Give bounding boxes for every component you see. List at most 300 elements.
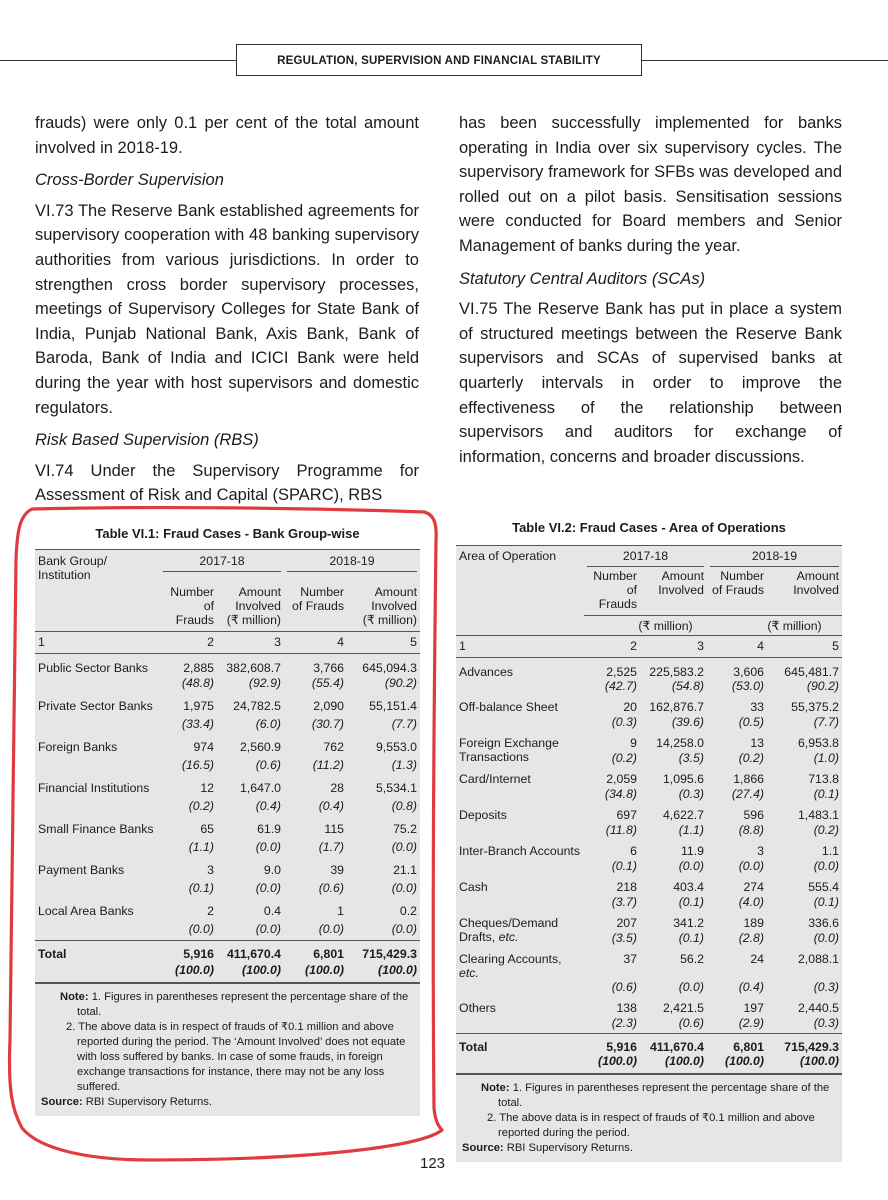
- table-vi-2-grid: [456, 545, 842, 1074]
- page-number: 123: [420, 1155, 446, 1172]
- t1-row-share: [35, 799, 420, 818]
- t2-row-name: Off-balance Sheet: [459, 700, 558, 714]
- t2-source: RBI Supervisory Returns.: [506, 1142, 633, 1154]
- t2-share: (90.2): [806, 679, 839, 693]
- t2-note-label: Note:: [481, 1082, 510, 1094]
- table-vi-1-grid: [35, 549, 420, 983]
- t2-value: 555.4: [808, 880, 839, 894]
- t2-value: 411,670.4: [640, 1034, 707, 1055]
- t1-row-share-spacer: [35, 758, 160, 777]
- t2-row: [456, 876, 842, 895]
- t1-h-num-a-1: Number: [170, 585, 214, 599]
- t1-source-label: Source:: [41, 1095, 83, 1108]
- t1-source: RBI Supervisory Returns.: [85, 1095, 212, 1108]
- t1-share: (33.4): [181, 716, 214, 731]
- t2-row-name: Advances: [459, 665, 514, 679]
- t1-header-group-line2: Institution: [38, 568, 91, 582]
- t2-row-share: [456, 823, 842, 840]
- t2-row: [456, 696, 842, 715]
- t1-value: 715,429.3: [347, 941, 420, 963]
- t2-value: 1,095.6: [662, 772, 704, 786]
- t2-share: (27.4): [731, 787, 764, 801]
- t2-share: (0.5): [738, 715, 764, 729]
- t1-row-share-spacer: [35, 840, 160, 859]
- t2-value: 33: [750, 700, 764, 714]
- t1-share: (55.4): [311, 675, 344, 690]
- t2-share: (0.4): [738, 980, 764, 994]
- t2-row-share: [456, 859, 842, 876]
- t2-row-share: [456, 679, 842, 696]
- t2-value: 274: [743, 880, 764, 894]
- t2-source-label: Source:: [462, 1142, 504, 1154]
- t1-share: (100.0): [217, 963, 284, 983]
- t1-share: (1.7): [318, 839, 344, 854]
- t2-row: [456, 768, 842, 787]
- t1-row-share: [35, 758, 420, 777]
- t1-h-num-b-2: of Frauds: [292, 599, 344, 613]
- t1-share: (1.1): [188, 839, 214, 854]
- t2-share: (7.7): [813, 715, 839, 729]
- t1-value: 382,608.7: [226, 661, 281, 675]
- t2-value: 336.6: [808, 916, 839, 930]
- t2-value: 20: [623, 700, 637, 714]
- t1-share: (0.4): [318, 798, 344, 813]
- t2-share: (0.2): [738, 751, 764, 765]
- t1-row: [35, 900, 420, 922]
- t1-row-name: Private Sector Banks: [38, 698, 153, 713]
- t1-value: 3: [207, 862, 214, 877]
- t2-row-name: Cash: [459, 880, 488, 894]
- t2-value: 341.2: [673, 916, 704, 930]
- heading-statutory-central-auditors: Statutory Central Auditors (SCAs): [459, 269, 706, 288]
- paragraph-vi-74: VI.74 Under the Supervisory Programme for Assessment of Risk and Capital (SPARC), RBS: [35, 461, 419, 505]
- t1-value: 21.1: [393, 862, 417, 877]
- t1-row-name: Public Sector Banks: [38, 661, 149, 675]
- t1-share: (0.2): [188, 798, 214, 813]
- t2-share: (3.7): [611, 895, 637, 909]
- t2-share: (0.2): [611, 751, 637, 765]
- t2-share: (11.8): [605, 823, 637, 837]
- t2-row-share-spacer: [456, 859, 584, 876]
- t1-share: (0.6): [318, 880, 344, 895]
- t2-share: (3.5): [678, 751, 704, 765]
- t2-h-amt-a: [640, 567, 707, 611]
- t2-share: (8.8): [738, 823, 764, 837]
- t2-colnum: 2: [584, 636, 640, 658]
- t2-year1-label: 2017-18: [587, 549, 704, 567]
- t1-h-amt-b: [347, 582, 420, 632]
- t1-note-label: Note:: [60, 990, 89, 1003]
- t1-row-share-spacer: [35, 717, 160, 736]
- t1-value: 61.9: [257, 821, 281, 836]
- t2-share: (39.6): [671, 715, 704, 729]
- t1-colnum: 2: [160, 632, 217, 654]
- t2-share: (0.3): [678, 787, 704, 801]
- t1-row-share: [35, 676, 420, 695]
- t1-share: (0.0): [188, 921, 214, 936]
- t2-row-name: [456, 912, 584, 948]
- t1-note-2: 2. The above data is in respect of frauds of ₹0.1 million and above reported during the period. The ‘Amount Involved’ does not equate with loss suffered by banks. In case of some frauds, in foreign exchange transactions for instance, there may not be any loss suffered.: [66, 1020, 406, 1093]
- t1-value: 0.4: [263, 903, 281, 918]
- t1-row: [35, 941, 420, 963]
- t2-value: 645,481.7: [784, 665, 839, 679]
- t2-share: (0.1): [678, 931, 704, 945]
- t2-row-name-line1: Foreign Exchange: [459, 736, 559, 750]
- t2-row-name: Card/Internet: [459, 772, 531, 786]
- t1-h-num-b-1: Number: [300, 585, 344, 599]
- t2-colnum: 1: [456, 636, 584, 658]
- t2-h-amt-b: [767, 567, 842, 611]
- t2-value: 713.8: [808, 772, 839, 786]
- table-vi-2-title: Table VI.2: Fraud Cases - Area of Operations: [512, 520, 786, 535]
- t1-row-share: [35, 963, 420, 983]
- t2-value: 14,258.0: [656, 736, 704, 750]
- t1-value: 115: [324, 821, 344, 836]
- t2-row-name-etc: etc.: [459, 966, 479, 980]
- t2-h-amt-b-1: Amount: [796, 569, 839, 583]
- t2-share: (0.0): [813, 931, 839, 945]
- t2-row-name: Deposits: [459, 808, 507, 822]
- t2-row-name: Total: [456, 1034, 584, 1055]
- t2-value: 55,375.2: [791, 700, 839, 714]
- t2-row-share-spacer: [456, 823, 584, 840]
- t2-row-share: [456, 895, 842, 912]
- t1-share: (11.2): [312, 757, 344, 772]
- t2-value: 2,421.5: [662, 1001, 704, 1015]
- t1-row-share-spacer: [35, 922, 160, 941]
- t2-row-share-spacer: [456, 715, 584, 732]
- left-column: [35, 111, 419, 512]
- t2-row: [456, 804, 842, 823]
- t2-h-amt-a-2: Involved: [658, 583, 704, 597]
- t1-value: 2: [207, 903, 214, 918]
- t1-share: (0.8): [391, 798, 417, 813]
- t1-value: 1,975: [183, 698, 214, 713]
- t2-value: 697: [616, 808, 637, 822]
- t2-h-amt-a-1: Amount: [661, 569, 704, 583]
- t2-row-name-line2: Transactions: [459, 750, 529, 764]
- t1-value: 75.2: [393, 821, 417, 836]
- t1-value: 645,094.3: [362, 661, 417, 675]
- t1-value: 55,151.4: [369, 698, 417, 713]
- t2-value: 2,440.5: [797, 1001, 839, 1015]
- t1-share: (48.8): [181, 675, 214, 690]
- t2-share: (0.0): [813, 859, 839, 873]
- t2-row-share-spacer: [456, 895, 584, 912]
- t2-row: [456, 948, 842, 980]
- t2-year2: [707, 546, 842, 568]
- t1-h-amt-a: [217, 582, 284, 632]
- t2-row-name-line1: Cheques/Demand: [459, 916, 559, 930]
- t2-value: 2,525: [606, 665, 637, 679]
- t2-row: [456, 1034, 842, 1055]
- t2-year2-label: 2018-19: [710, 549, 839, 567]
- t1-h-amt-a-1: Amount: [238, 585, 281, 599]
- t2-value: 715,429.3: [767, 1034, 842, 1055]
- t2-value: 189: [743, 916, 764, 930]
- running-header: [236, 44, 642, 76]
- t2-value: 3,606: [733, 665, 764, 679]
- t2-row-share: [456, 1054, 842, 1074]
- t1-value: 2,090: [313, 698, 344, 713]
- t2-share: (0.6): [678, 1016, 704, 1030]
- t1-value: 65: [200, 821, 214, 836]
- t2-note-2: 2. The above data is in respect of frauds of ₹0.1 million and above reported during the period.: [487, 1112, 815, 1139]
- t1-row: [35, 818, 420, 840]
- t1-h-num-a: [160, 582, 217, 632]
- t2-h-num-a-1: Number: [593, 569, 637, 583]
- t1-value: 28: [330, 780, 344, 795]
- t1-row-name: Total: [35, 941, 160, 963]
- t1-share: (100.0): [347, 963, 420, 983]
- t1-share: (0.0): [255, 880, 281, 895]
- t2-row-name: Inter-Branch Accounts: [459, 844, 580, 858]
- t2-colnum: 5: [767, 636, 842, 658]
- t2-note-1: 1. Figures in parentheses represent the percentage share of the total.: [498, 1082, 830, 1109]
- t1-row-share: [35, 881, 420, 900]
- table-vi-2-body: [456, 658, 842, 1074]
- t1-row: [35, 695, 420, 717]
- t1-row-share: [35, 922, 420, 941]
- t2-share: (53.0): [731, 679, 764, 693]
- t1-value: 9.0: [263, 862, 281, 877]
- table-vi-1-title: Table VI.1: Fraud Cases - Bank Group-wise: [95, 526, 360, 541]
- t1-share: (0.6): [255, 757, 281, 772]
- t1-share: (0.4): [255, 798, 281, 813]
- t2-value: 2,088.1: [797, 952, 839, 966]
- t1-share: (100.0): [160, 963, 217, 983]
- t2-value: 162,876.7: [649, 700, 704, 714]
- t2-value: 197: [743, 1001, 764, 1015]
- t1-share: (100.0): [284, 963, 347, 983]
- t2-share: (0.2): [813, 823, 839, 837]
- t2-value: 1,866: [733, 772, 764, 786]
- t2-share: (0.0): [678, 980, 704, 994]
- t1-row-name: Payment Banks: [38, 862, 125, 877]
- t2-value: 24: [750, 952, 764, 966]
- t2-share: (42.7): [604, 679, 637, 693]
- table-vi-1-panel: [35, 549, 420, 1116]
- t1-colnum: 5: [347, 632, 420, 654]
- t1-row-share-spacer: [35, 881, 160, 900]
- t1-row: [35, 859, 420, 881]
- t2-value: 1.1: [821, 844, 839, 858]
- t2-row-share-spacer: [456, 1054, 584, 1074]
- t2-share: (0.1): [813, 787, 839, 801]
- t1-row-name: Financial Institutions: [38, 780, 150, 795]
- t1-value: 411,670.4: [217, 941, 284, 963]
- t2-row-share-spacer: [456, 679, 584, 696]
- t1-row: [35, 654, 420, 676]
- t2-share: (0.1): [678, 895, 704, 909]
- t1-h-amt-a-2: Involved: [235, 599, 281, 613]
- t2-row-share: [456, 980, 842, 997]
- table-vi-1-notes: [35, 983, 420, 1116]
- t2-share: (0.3): [813, 1016, 839, 1030]
- t1-share: (0.0): [255, 921, 281, 936]
- t1-colnum: 1: [35, 632, 160, 654]
- t1-value: 762: [323, 739, 344, 754]
- t1-share: (0.0): [255, 839, 281, 854]
- t2-share: (54.8): [671, 679, 704, 693]
- header-rule-left: [0, 60, 236, 61]
- t1-h-amt-b-3: (₹ million): [362, 613, 417, 627]
- heading-risk-based-supervision: Risk Based Supervision (RBS): [35, 431, 259, 450]
- heading-cross-border-supervision: Cross-Border Supervision: [35, 171, 224, 190]
- t1-share: (0.0): [391, 880, 417, 895]
- t2-value: 3: [757, 844, 764, 858]
- t2-row-share: [456, 715, 842, 732]
- t2-share: (4.0): [738, 895, 764, 909]
- t2-h-num-a-2: of Frauds: [598, 583, 637, 611]
- t2-row: [456, 658, 842, 680]
- t2-share: (100.0): [707, 1054, 767, 1074]
- t1-colnum: 3: [217, 632, 284, 654]
- t2-share: (0.3): [611, 715, 637, 729]
- t2-share: (100.0): [767, 1054, 842, 1074]
- t2-value: 11.9: [680, 844, 704, 858]
- t1-row-share: [35, 717, 420, 736]
- t1-value: 974: [193, 739, 214, 754]
- t1-h-num-a-2: of Frauds: [175, 599, 214, 627]
- t1-row: [35, 736, 420, 758]
- t1-year1: [160, 550, 284, 583]
- t2-value: 596: [743, 808, 764, 822]
- t1-year2-label: 2018-19: [287, 554, 417, 572]
- t2-share: (100.0): [584, 1054, 640, 1074]
- t1-h-num-b: [284, 582, 347, 632]
- t2-share: (0.3): [813, 980, 839, 994]
- paragraph-vi-73: VI.73 The Reserve Bank established agreements for supervisory cooperation with 48 banking supervisory authorities from various jurisdictions. In order to strengthen cross border supervisory processes, meetings of Supervisory Colleges for State Bank of India, Punjab National Bank, Axis Bank, Bank of Baroda, Bank of India and ICICI Bank were held during the year with host supervisors and domestic regulators.: [35, 201, 419, 417]
- t1-row-share-spacer: [35, 676, 160, 695]
- t1-value: 3,766: [313, 661, 344, 675]
- t2-value: 207: [616, 916, 637, 930]
- t2-row: [456, 840, 842, 859]
- t2-value: 6,801: [707, 1034, 767, 1055]
- t1-h-amt-a-3: (₹ million): [226, 613, 281, 627]
- t1-year2: [284, 550, 420, 583]
- t1-year1-label: 2017-18: [163, 554, 281, 572]
- t1-share: (16.5): [181, 757, 214, 772]
- t2-h-num-b-1: Number: [720, 569, 764, 583]
- t2-colnum: 3: [640, 636, 707, 658]
- t2-colnum: 4: [707, 636, 767, 658]
- table-vi-1: [35, 526, 420, 1116]
- t2-row: [456, 997, 842, 1016]
- t2-share: (0.0): [738, 859, 764, 873]
- t1-share: (0.0): [318, 921, 344, 936]
- t2-value: 1,483.1: [797, 808, 839, 822]
- t2-share: (0.1): [611, 859, 637, 873]
- t1-value: 24,782.5: [233, 698, 281, 713]
- t1-value: 5,916: [160, 941, 217, 963]
- t2-row-share: [456, 1016, 842, 1034]
- t2-unit-b-label: (₹ million): [707, 615, 842, 633]
- t2-row-name: Clearing Accounts, etc.: [459, 952, 562, 980]
- t2-header-area: Area of Operation: [456, 546, 584, 568]
- t2-year1: [584, 546, 707, 568]
- t1-row-name: Foreign Banks: [38, 739, 118, 754]
- t2-share: (2.8): [738, 931, 764, 945]
- t2-h-num-a: [584, 567, 640, 611]
- t1-share: (7.7): [391, 716, 417, 731]
- t2-value: 138: [616, 1001, 637, 1015]
- table-vi-2: [456, 520, 842, 1162]
- table-vi-2-panel: [456, 545, 842, 1162]
- paragraph-vi-75: VI.75 The Reserve Bank has put in place a system of structured meetings between the Reserve Bank supervisors and SCAs of supervised banks at quarterly intervals in order to improve the effectiveness of the relationship between supervisors and auditors for exchange of information, concerns and broader discussions.: [459, 300, 842, 466]
- t2-value: 6,953.8: [797, 736, 839, 750]
- t1-share: (1.3): [391, 757, 417, 772]
- t1-row: [35, 777, 420, 799]
- t2-row-name-etc: etc.: [498, 930, 519, 944]
- t1-header-group-line1: Bank Group/: [38, 554, 108, 568]
- t2-value: 13: [750, 736, 764, 750]
- t2-value: 2,059: [606, 772, 637, 786]
- t1-value: 39: [330, 862, 344, 877]
- t1-share: (6.0): [255, 716, 281, 731]
- t1-value: 5,534.1: [375, 780, 417, 795]
- t2-value: 225,583.2: [649, 665, 704, 679]
- t2-value: 56.2: [680, 952, 704, 966]
- t1-share: (90.2): [384, 675, 417, 690]
- t2-value: 37: [623, 952, 637, 966]
- t1-value: 2,560.9: [239, 739, 281, 754]
- t2-share: (1.0): [813, 751, 839, 765]
- t1-header-group: [35, 550, 160, 583]
- t1-share: (0.0): [391, 839, 417, 854]
- t2-h-num-b-2: of Frauds: [712, 583, 764, 597]
- t1-share: (92.9): [248, 675, 281, 690]
- table-vi-1-body: [35, 654, 420, 983]
- t2-value: 9: [630, 736, 637, 750]
- t1-value: 9,553.0: [375, 739, 417, 754]
- t2-row-share: [456, 787, 842, 804]
- t1-row-share-spacer: [35, 799, 160, 818]
- t2-share: (1.1): [678, 823, 704, 837]
- header-rule-right: [642, 60, 888, 61]
- t1-value: 0.2: [399, 903, 417, 918]
- t2-value: 4,622.7: [662, 808, 704, 822]
- left-intro-paragraph: frauds) were only 0.1 per cent of the total amount involved in 2018-19.: [35, 114, 419, 157]
- t2-share: (2.9): [738, 1016, 764, 1030]
- t2-value: 6: [630, 844, 637, 858]
- t1-h-amt-b-2: Involved: [371, 599, 417, 613]
- t2-value: 5,916: [584, 1034, 640, 1055]
- t2-share: (0.0): [678, 859, 704, 873]
- t2-row-name: Others: [459, 1001, 496, 1015]
- running-header-title: REGULATION, SUPERVISION AND FINANCIAL STABILITY: [277, 54, 601, 67]
- t1-share: (0.1): [188, 880, 214, 895]
- right-intro-paragraph: has been successfully implemented for banks operating in India over six supervisory cycles. The supervisory framework for SFBs was developed and rolled out on a pilot basis. Sensitisation sessions were conducted for Board members and Senior Management of banks during the year.: [459, 114, 842, 255]
- t2-share: (0.6): [611, 980, 637, 994]
- t1-row-share: [35, 840, 420, 859]
- t2-h-num-b: [707, 567, 767, 611]
- t2-row: [456, 732, 842, 751]
- t2-value: 403.4: [673, 880, 704, 894]
- t2-row: [456, 912, 842, 931]
- t1-h-amt-b-1: Amount: [374, 585, 417, 599]
- t2-share: (0.1): [813, 895, 839, 909]
- t1-value: 2,885: [183, 661, 214, 675]
- t2-share: (2.3): [611, 1016, 637, 1030]
- t1-row-name: Local Area Banks: [38, 903, 134, 918]
- t2-unit-a-label: (₹ million): [584, 615, 707, 633]
- t2-share: (3.5): [611, 931, 637, 945]
- t1-value: 12: [200, 780, 214, 795]
- t1-share: (0.0): [391, 921, 417, 936]
- t2-row-share-spacer: [456, 980, 584, 997]
- t2-value: 218: [616, 880, 637, 894]
